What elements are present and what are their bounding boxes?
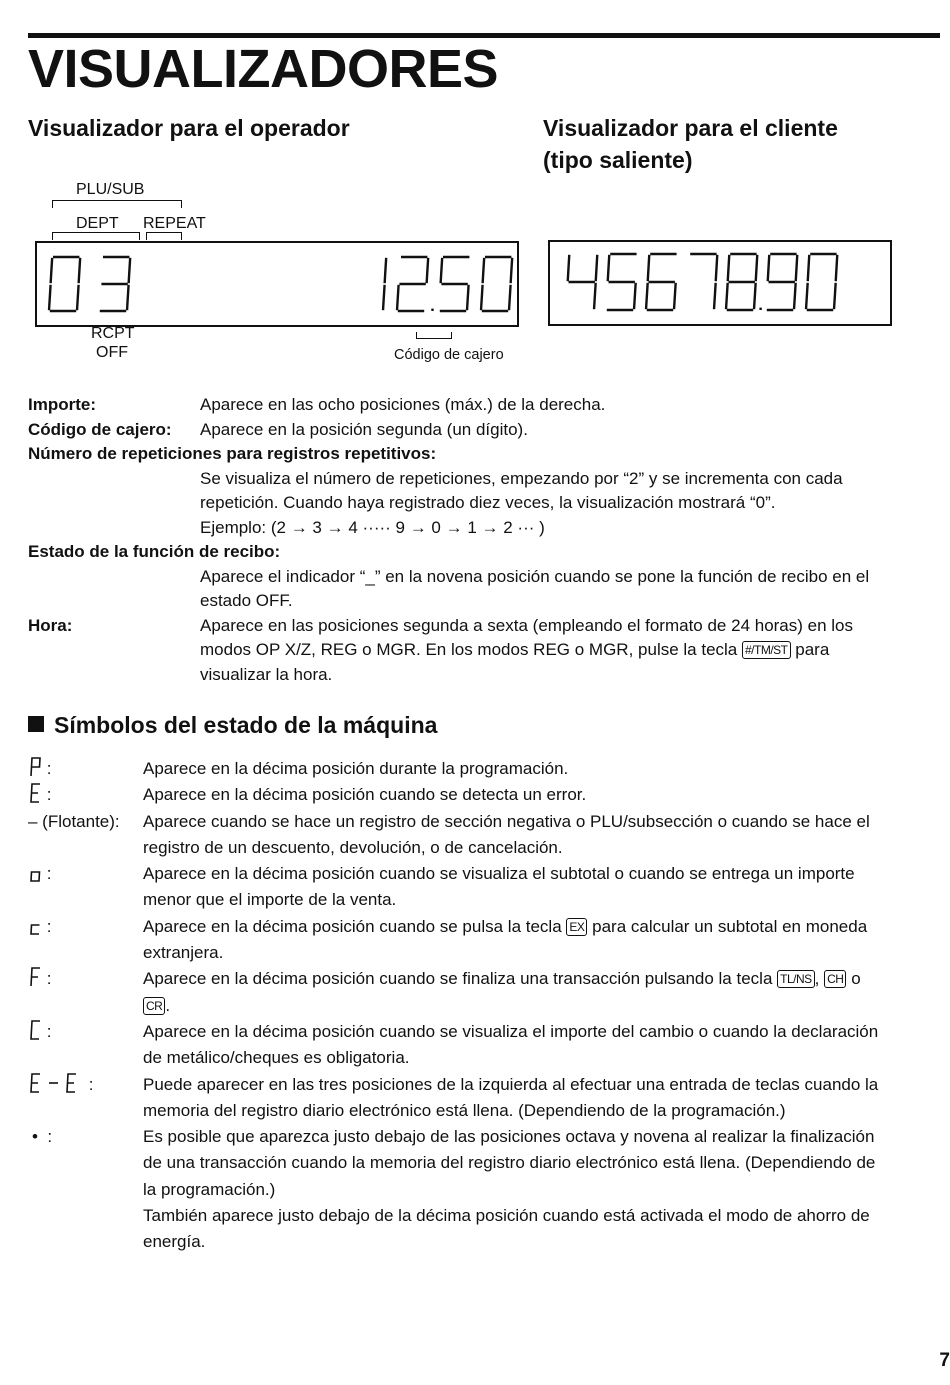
symbol-ee-desc2: memoria del registro diario electrónico está llena. (Dependiendo de la programación.): [143, 1100, 786, 1120]
digit-0-segment-b: [836, 256, 837, 280]
symbol-dot-desc3: la programación.): [143, 1179, 276, 1199]
digit-7-segment-c: [714, 284, 716, 308]
decimal-point-segment: [431, 309, 433, 311]
seg-e-icon: [28, 782, 42, 804]
plu-sub-bracket: [52, 200, 182, 208]
symbol-minus-desc2: registro de un descuento, devolución, o de cancelación.: [143, 837, 563, 857]
seg-p-icon: [28, 756, 42, 778]
digit-0-segment-e: [49, 286, 50, 309]
dept-bracket: [52, 232, 140, 240]
digit-0-segment-b: [511, 259, 512, 282]
symbols-heading: Símbolos del estado de la máquina: [28, 712, 437, 739]
digit-0-segment-f: [51, 259, 52, 282]
dot-icon: •: [32, 1127, 38, 1147]
symbol-o: : Aparece en la décima posición cuando se visualiza el subtotal o cuando se entrega un importe: [28, 861, 940, 887]
symbol-dot: • : Es posible que aparezca justo debajo de las posiciones octava y novena al realizar la finalización: [32, 1127, 875, 1147]
symbol-o-desc2: menor que el importe de la venta.: [143, 890, 397, 910]
customer-display: [548, 240, 892, 326]
symbol-dot-desc5: energía.: [143, 1232, 206, 1252]
symbol-cc-desc2: de metálico/cheques es obligatoria.: [143, 1048, 410, 1068]
ex-key: EX: [566, 918, 587, 936]
operator-display-heading: Visualizador para el operador: [28, 115, 350, 141]
seg-f-icon: [28, 966, 42, 988]
definition-hora-desc3: visualizar la hora.: [200, 664, 333, 684]
customer-display-heading: Visualizador para el cliente (tipo saliente): [543, 115, 838, 173]
digit-5-segment-c: [634, 284, 636, 308]
digit-5-segment-f: [441, 259, 442, 282]
cashier-code-bracket: [416, 332, 452, 339]
definition-importe: Importe: Aparece en las ocho posiciones (máx.) de la derecha.: [28, 395, 606, 414]
digit-0-segment-f: [483, 259, 484, 282]
digit-3-segment-c: [127, 286, 128, 309]
operator-display-digits: [37, 243, 517, 325]
digit-0-segment-e: [481, 286, 482, 309]
definition-recibo-desc2: estado OFF.: [200, 591, 293, 610]
definition-repeticiones-example: Ejemplo: (2 → 3 → 4 ····· 9 → 0 → 1 → 2 ··· ): [200, 517, 545, 537]
seg-cc-icon: [28, 1019, 42, 1041]
decimal-point-segment: [759, 308, 761, 310]
symbol-dot-desc4: También aparece justo debajo de la décima posición cuando está activada el modo de ahorro de: [143, 1206, 870, 1226]
definition-recibo-term: Estado de la función de recibo:: [28, 542, 281, 561]
repeat-bracket: [146, 232, 182, 240]
symbol-dot-desc2: de una transacción cuando la memoria del registro diario electrónico está llena. (Dependiendo de: [143, 1153, 876, 1173]
digit-7-segment-b: [716, 256, 717, 280]
plu-sub-label: PLU/SUB: [76, 181, 145, 198]
digit-0-segment-e: [806, 284, 808, 308]
digit-5-segment-c: [467, 286, 468, 309]
off-label: OFF: [96, 344, 128, 361]
symbol-c-desc2: extranjera.: [143, 943, 224, 963]
symbol-list: : Aparece en la décima posición durante la programación. : Aparece en la décima posición cuando se detecta un error. – (Flotante): Aparece cuando se hace un registro de sección negativa o PLU/subsección o cuando se hace el registro de un descuento, devolución, o de cancelación. : Aparece en la décima posición cuando se visualiza el subtotal o cuando se entrega un importe menor que el importe de la venta. : Aparece en la décima posición cuando se pulsa la tecla EX para calcular un subtotal en moneda extranjera. : Aparece en la décima posición cuando se finaliza una transacción pulsando la tecla TL/NS , CH o CR . : Aparece en la décima posición cuando se visualiza el importe del cambio o cuando la declaración de metálico/cheques es obligatoria. : Puede aparecer en las tres posiciones de la izquierda al efectuar una entrada de teclas cuando la memoria del registro diario electrónico está llena. (Dependiendo de la programación.) • : Es posible que aparezca justo debajo de las posiciones octava y novena al realizar la finalización de una transacción cuando la memoria del registro diario electrónico está llena. (Dependiendo de la programación.) También aparece justo debajo de la décima posición cuando está activada el modo de ahorro de energía.: [28, 756, 940, 1256]
definition-recibo-desc1: Aparece el indicador “_” en la novena posición cuando se pone la función de recibo en el: [200, 566, 870, 586]
symbol-ee: : Puede aparecer en las tres posiciones de la izquierda al efectuar una entrada de teclas cuando la: [28, 1072, 940, 1098]
digit-2-segment-e: [397, 286, 398, 309]
customer-display-digits: [550, 242, 890, 324]
digit-0-segment-c: [77, 286, 78, 309]
definition-cajero: Código de cajero: Aparece en la posición segunda (un dígito).: [28, 419, 528, 439]
digit-0-segment-c: [834, 284, 836, 308]
repeat-label: REPEAT: [143, 215, 206, 232]
tm-st-key: #/TM/ST: [742, 641, 791, 659]
cr-key: CR: [143, 997, 165, 1015]
definition-repeticiones-desc2: repetición. Cuando haya registrado diez veces, la visualización mostrará “0”.: [200, 493, 776, 512]
seg-e-dash-e-icon: [28, 1072, 84, 1094]
tl-ns-key: TL/NS: [777, 970, 815, 988]
digit-6-segment-f: [648, 256, 649, 280]
digit-6-segment-c: [674, 284, 676, 308]
digit-1-segment-b: [385, 259, 386, 282]
definition-hora-desc2: modos OP X/Z, REG o MGR. En los modos REG o MGR, pulse la tecla #/TM/ST para: [200, 640, 830, 659]
definition-repeticiones-term: Número de repeticiones para registros repetitivos:: [28, 444, 437, 463]
digit-8-segment-c: [754, 284, 756, 308]
cashier-code-label: Código de cajero: [394, 347, 504, 363]
dept-label: DEPT: [76, 215, 119, 232]
digit-3-segment-b: [129, 259, 130, 282]
digit-0-segment-f: [808, 256, 809, 280]
digit-9-segment-c: [794, 284, 796, 308]
digit-4-segment-f: [568, 256, 569, 280]
symbol-c: : Aparece en la décima posición cuando se pulsa la tecla EX para calcular un subtotal en moneda: [28, 914, 940, 940]
digit-4-segment-b: [596, 256, 597, 280]
definition-hora: Hora: Aparece en las posiciones segunda a sexta (empleando el formato de 24 horas) en los: [28, 615, 854, 635]
seg-o-icon: [28, 861, 42, 883]
symbol-cc: : Aparece en la décima posición cuando se visualiza el importe del cambio o cuando la declaración: [28, 1019, 940, 1045]
digit-2-segment-b: [427, 259, 428, 282]
definition-repeticiones-desc1: Se visualiza el número de repeticiones, empezando por “2” y se incrementa con cada: [200, 468, 843, 488]
digit-8-segment-e: [726, 284, 728, 308]
digit-8-segment-f: [728, 256, 729, 280]
digit-0-segment-b: [79, 259, 80, 282]
symbol-e: : Aparece en la décima posición cuando se detecta un error.: [28, 782, 940, 808]
square-bullet-icon: [28, 716, 44, 732]
digit-8-segment-b: [756, 256, 757, 280]
digit-1-segment-c: [383, 286, 384, 309]
symbol-minus: – (Flotante): Aparece cuando se hace un registro de sección negativa o PLU/subsección o cuando se hace el: [28, 811, 870, 831]
page-number: 7: [939, 1350, 950, 1371]
digit-0-segment-c: [509, 286, 510, 309]
ch-key: CH: [824, 970, 846, 988]
digit-9-segment-f: [768, 256, 769, 280]
definition-list: [28, 393, 908, 687]
symbol-p: : Aparece en la décima posición durante la programación.: [28, 756, 940, 782]
digit-4-segment-c: [594, 284, 596, 308]
digit-5-segment-f: [608, 256, 609, 280]
page-title: VISUALIZADORES: [28, 39, 499, 99]
symbol-f: : Aparece en la décima posición cuando se finaliza una transacción pulsando la tecla TL/NS , CH o: [28, 966, 940, 992]
rcpt-label: RCPT: [91, 325, 135, 342]
seg-c-icon: [28, 914, 42, 936]
digit-9-segment-b: [796, 256, 797, 280]
operator-display: [35, 241, 519, 327]
digit-6-segment-e: [646, 284, 648, 308]
